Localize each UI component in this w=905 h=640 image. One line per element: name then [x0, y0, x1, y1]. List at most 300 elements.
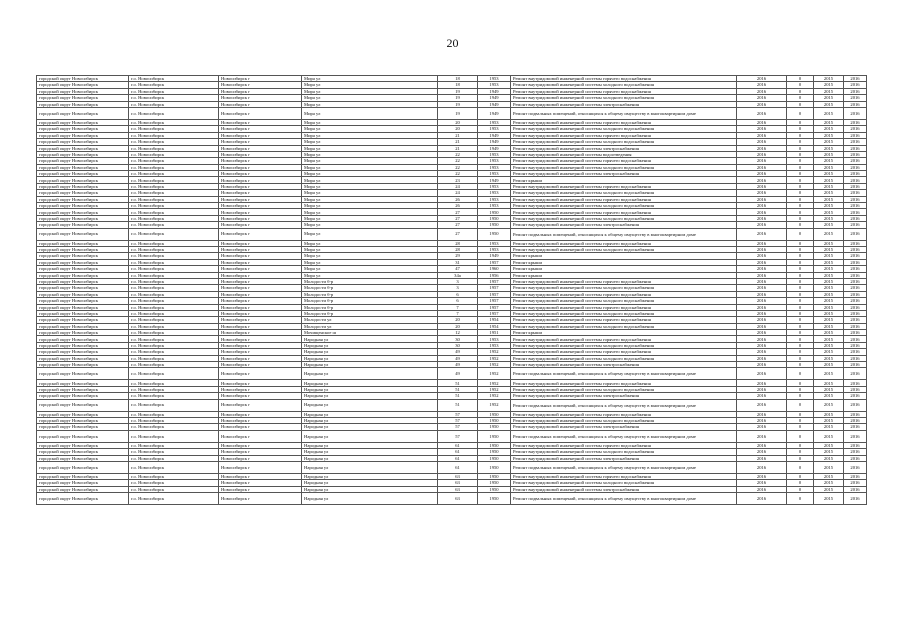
district-cell: г.о. Новосибирск	[129, 126, 219, 132]
plan-year-cell: 2016	[737, 272, 787, 278]
district-cell: г.о. Новосибирск	[129, 171, 219, 177]
house-number-cell: 61	[438, 449, 478, 455]
count-cell: 0	[787, 323, 814, 329]
end-year-cell: 2016	[844, 190, 867, 196]
count-cell: 0	[787, 88, 814, 94]
street-cell: Мира ул	[302, 76, 438, 82]
count-cell: 0	[787, 95, 814, 101]
work-type-cell: Ремонт внутридомовой инженерной системы горячего водоснабжения	[511, 304, 737, 310]
count-cell: 0	[787, 411, 814, 417]
start-year-cell: 2015	[814, 330, 844, 336]
work-type-cell: Ремонт внутридомовой инженерной системы горячего водоснабжения	[511, 336, 737, 342]
work-type-cell: Ремонт внутридомовой инженерной системы холодного водоснабжения	[511, 164, 737, 170]
street-cell: Мира ул	[302, 196, 438, 202]
page-number: 20	[446, 36, 459, 50]
build-year-cell: 1950	[478, 449, 511, 455]
start-year-cell: 2015	[814, 386, 844, 392]
work-type-cell: Ремонт внутридомовой инженерной системы холодного водоснабжения	[511, 82, 737, 88]
end-year-cell: 2016	[844, 171, 867, 177]
start-year-cell: 2015	[814, 493, 844, 505]
work-type-cell: Ремонт подвальных помещений, относящихся к общему имуществу в многоквартирном доме	[511, 461, 737, 473]
plan-year-cell: 2016	[737, 209, 787, 215]
build-year-cell: 1950	[478, 424, 511, 430]
plan-year-cell: 2016	[737, 493, 787, 505]
work-type-cell: Ремонт крыши	[511, 259, 737, 265]
end-year-cell: 2016	[844, 480, 867, 486]
street-cell: Мира ул	[302, 259, 438, 265]
house-number-cell: 19	[438, 95, 478, 101]
street-cell: Народная ул	[302, 393, 438, 399]
table-row	[37, 493, 867, 505]
count-cell: 0	[787, 209, 814, 215]
municipality-cell: городской округ Новосибирск	[37, 132, 129, 138]
end-year-cell: 2016	[844, 209, 867, 215]
street-cell: Мира ул	[302, 101, 438, 107]
district-cell: г.о. Новосибирск	[129, 417, 219, 423]
street-cell: Народная ул	[302, 342, 438, 348]
start-year-cell: 2015	[814, 291, 844, 297]
start-year-cell: 2015	[814, 253, 844, 259]
work-type-cell: Ремонт внутридомовой инженерной системы электроснабжения	[511, 362, 737, 368]
start-year-cell: 2015	[814, 190, 844, 196]
count-cell: 0	[787, 139, 814, 145]
district-cell: г.о. Новосибирск	[129, 386, 219, 392]
end-year-cell: 2016	[844, 486, 867, 492]
plan-year-cell: 2016	[737, 164, 787, 170]
settlement-cell: Новосибирск г	[219, 215, 302, 221]
build-year-cell: 1952	[478, 380, 511, 386]
count-cell: 0	[787, 278, 814, 284]
end-year-cell: 2016	[844, 310, 867, 316]
municipality-cell: городской округ Новосибирск	[37, 266, 129, 272]
municipality-cell: городской округ Новосибирск	[37, 82, 129, 88]
district-cell: г.о. Новосибирск	[129, 76, 219, 82]
street-cell: Мира ул	[302, 266, 438, 272]
street-cell: Молодости ул	[302, 317, 438, 323]
start-year-cell: 2015	[814, 310, 844, 316]
end-year-cell: 2016	[844, 386, 867, 392]
district-cell: г.о. Новосибирск	[129, 101, 219, 107]
work-type-cell: Ремонт внутридомовой инженерной системы холодного водоснабжения	[511, 95, 737, 101]
district-cell: г.о. Новосибирск	[129, 455, 219, 461]
house-number-cell: 57	[438, 411, 478, 417]
start-year-cell: 2015	[814, 449, 844, 455]
end-year-cell: 2016	[844, 95, 867, 101]
end-year-cell: 2016	[844, 399, 867, 411]
settlement-cell: Новосибирск г	[219, 183, 302, 189]
build-year-cell: 1954	[478, 317, 511, 323]
district-cell: г.о. Новосибирск	[129, 95, 219, 101]
house-number-cell: 49	[438, 355, 478, 361]
district-cell: г.о. Новосибирск	[129, 88, 219, 94]
municipality-cell: городской округ Новосибирск	[37, 190, 129, 196]
work-type-cell: Ремонт внутридомовой инженерной системы холодного водоснабжения	[511, 310, 737, 316]
district-cell: г.о. Новосибирск	[129, 310, 219, 316]
settlement-cell: Новосибирск г	[219, 151, 302, 157]
start-year-cell: 2015	[814, 246, 844, 252]
municipality-cell: городской округ Новосибирск	[37, 177, 129, 183]
build-year-cell: 1953	[478, 171, 511, 177]
count-cell: 0	[787, 190, 814, 196]
settlement-cell: Новосибирск г	[219, 177, 302, 183]
plan-year-cell: 2016	[737, 177, 787, 183]
end-year-cell: 2016	[844, 449, 867, 455]
repair-schedule-table	[36, 75, 867, 505]
municipality-cell: городской округ Новосибирск	[37, 461, 129, 473]
plan-year-cell: 2016	[737, 399, 787, 411]
municipality-cell: городской округ Новосибирск	[37, 101, 129, 107]
municipality-cell: городской округ Новосибирск	[37, 362, 129, 368]
end-year-cell: 2016	[844, 291, 867, 297]
count-cell: 0	[787, 285, 814, 291]
table-row	[37, 368, 867, 380]
work-type-cell: Ремонт внутридомовой инженерной системы горячего водоснабжения	[511, 240, 737, 246]
municipality-cell: городской округ Новосибирск	[37, 310, 129, 316]
end-year-cell: 2016	[844, 442, 867, 448]
district-cell: г.о. Новосибирск	[129, 368, 219, 380]
street-cell: Народная ул	[302, 399, 438, 411]
municipality-cell: городской округ Новосибирск	[37, 349, 129, 355]
start-year-cell: 2015	[814, 240, 844, 246]
start-year-cell: 2015	[814, 183, 844, 189]
count-cell: 0	[787, 480, 814, 486]
plan-year-cell: 2016	[737, 82, 787, 88]
work-type-cell: Ремонт внутридомовой инженерной системы холодного водоснабжения	[511, 203, 737, 209]
work-type-cell: Ремонт внутридомовой инженерной системы холодного водоснабжения	[511, 285, 737, 291]
settlement-cell: Новосибирск г	[219, 442, 302, 448]
end-year-cell: 2016	[844, 411, 867, 417]
district-cell: г.о. Новосибирск	[129, 336, 219, 342]
start-year-cell: 2015	[814, 486, 844, 492]
street-cell: Мира ул	[302, 190, 438, 196]
build-year-cell: 1953	[478, 158, 511, 164]
settlement-cell: Новосибирск г	[219, 424, 302, 430]
street-cell: Народная ул	[302, 430, 438, 442]
street-cell: Мира ул	[302, 228, 438, 240]
district-cell: г.о. Новосибирск	[129, 145, 219, 151]
end-year-cell: 2016	[844, 298, 867, 304]
build-year-cell: 1949	[478, 139, 511, 145]
build-year-cell: 1953	[478, 183, 511, 189]
build-year-cell: 1952	[478, 362, 511, 368]
plan-year-cell: 2016	[737, 323, 787, 329]
work-type-cell: Ремонт внутридомовой инженерной системы горячего водоснабжения	[511, 209, 737, 215]
settlement-cell: Новосибирск г	[219, 417, 302, 423]
house-number-cell: 61	[438, 455, 478, 461]
work-type-cell: Ремонт внутридомовой инженерной системы холодного водоснабжения	[511, 449, 737, 455]
count-cell: 0	[787, 449, 814, 455]
start-year-cell: 2015	[814, 380, 844, 386]
district-cell: г.о. Новосибирск	[129, 411, 219, 417]
work-type-cell: Ремонт крыши	[511, 330, 737, 336]
street-cell: Народная ул	[302, 336, 438, 342]
start-year-cell: 2015	[814, 76, 844, 82]
work-type-cell: Ремонт внутридомовой инженерной системы холодного водоснабжения	[511, 342, 737, 348]
street-cell: Молодости б-р	[302, 291, 438, 297]
house-number-cell: 19	[438, 101, 478, 107]
settlement-cell: Новосибирск г	[219, 473, 302, 479]
house-number-cell: 22	[438, 151, 478, 157]
district-cell: г.о. Новосибирск	[129, 323, 219, 329]
count-cell: 0	[787, 215, 814, 221]
count-cell: 0	[787, 119, 814, 125]
end-year-cell: 2016	[844, 82, 867, 88]
build-year-cell: 1949	[478, 88, 511, 94]
end-year-cell: 2016	[844, 76, 867, 82]
municipality-cell: городской округ Новосибирск	[37, 253, 129, 259]
settlement-cell: Новосибирск г	[219, 158, 302, 164]
district-cell: г.о. Новосибирск	[129, 480, 219, 486]
work-type-cell: Ремонт внутридомовой инженерной системы горячего водоснабжения	[511, 442, 737, 448]
count-cell: 0	[787, 272, 814, 278]
build-year-cell: 1960	[478, 266, 511, 272]
start-year-cell: 2015	[814, 298, 844, 304]
start-year-cell: 2015	[814, 461, 844, 473]
count-cell: 0	[787, 493, 814, 505]
build-year-cell: 1952	[478, 349, 511, 355]
start-year-cell: 2015	[814, 171, 844, 177]
build-year-cell: 1950	[478, 480, 511, 486]
street-cell: Молодости б-р	[302, 304, 438, 310]
municipality-cell: городской округ Новосибирск	[37, 330, 129, 336]
count-cell: 0	[787, 132, 814, 138]
house-number-cell: 28	[438, 246, 478, 252]
settlement-cell: Новосибирск г	[219, 253, 302, 259]
street-cell: Мира ул	[302, 107, 438, 119]
municipality-cell: городской округ Новосибирск	[37, 442, 129, 448]
count-cell: 0	[787, 126, 814, 132]
build-year-cell: 1950	[478, 411, 511, 417]
work-type-cell: Ремонт внутридомовой инженерной системы холодного водоснабжения	[511, 215, 737, 221]
district-cell: г.о. Новосибирск	[129, 139, 219, 145]
street-cell: Народная ул	[302, 368, 438, 380]
work-type-cell: Ремонт подвальных помещений, относящихся к общему имуществу в многоквартирном доме	[511, 399, 737, 411]
count-cell: 0	[787, 386, 814, 392]
district-cell: г.о. Новосибирск	[129, 177, 219, 183]
start-year-cell: 2015	[814, 442, 844, 448]
end-year-cell: 2016	[844, 473, 867, 479]
start-year-cell: 2015	[814, 107, 844, 119]
start-year-cell: 2015	[814, 355, 844, 361]
settlement-cell: Новосибирск г	[219, 107, 302, 119]
end-year-cell: 2016	[844, 228, 867, 240]
start-year-cell: 2015	[814, 145, 844, 151]
table-row	[37, 228, 867, 240]
street-cell: Народная ул	[302, 473, 438, 479]
settlement-cell: Новосибирск г	[219, 298, 302, 304]
build-year-cell: 1950	[478, 486, 511, 492]
start-year-cell: 2015	[814, 151, 844, 157]
settlement-cell: Новосибирск г	[219, 399, 302, 411]
count-cell: 0	[787, 424, 814, 430]
end-year-cell: 2016	[844, 355, 867, 361]
work-type-cell: Ремонт подвальных помещений, относящихся к общему имуществу в многоквартирном доме	[511, 493, 737, 505]
settlement-cell: Новосибирск г	[219, 88, 302, 94]
start-year-cell: 2015	[814, 95, 844, 101]
municipality-cell: городской округ Новосибирск	[37, 342, 129, 348]
plan-year-cell: 2016	[737, 107, 787, 119]
count-cell: 0	[787, 317, 814, 323]
work-type-cell: Ремонт крыши	[511, 266, 737, 272]
street-cell: Мира ул	[302, 95, 438, 101]
house-number-cell: 26	[438, 203, 478, 209]
settlement-cell: Новосибирск г	[219, 76, 302, 82]
municipality-cell: городской округ Новосибирск	[37, 473, 129, 479]
street-cell: Мира ул	[302, 222, 438, 228]
count-cell: 0	[787, 330, 814, 336]
street-cell: Мира ул	[302, 88, 438, 94]
end-year-cell: 2016	[844, 368, 867, 380]
start-year-cell: 2015	[814, 158, 844, 164]
count-cell: 0	[787, 362, 814, 368]
house-number-cell: 19	[438, 88, 478, 94]
build-year-cell: 1953	[478, 203, 511, 209]
district-cell: г.о. Новосибирск	[129, 196, 219, 202]
street-cell: Мира ул	[302, 158, 438, 164]
street-cell: Народная ул	[302, 486, 438, 492]
municipality-cell: городской округ Новосибирск	[37, 196, 129, 202]
municipality-cell: городской округ Новосибирск	[37, 317, 129, 323]
house-number-cell: 24	[438, 190, 478, 196]
district-cell: г.о. Новосибирск	[129, 285, 219, 291]
settlement-cell: Новосибирск г	[219, 449, 302, 455]
count-cell: 0	[787, 158, 814, 164]
build-year-cell: 1953	[478, 196, 511, 202]
end-year-cell: 2016	[844, 145, 867, 151]
plan-year-cell: 2016	[737, 259, 787, 265]
district-cell: г.о. Новосибирск	[129, 461, 219, 473]
end-year-cell: 2016	[844, 304, 867, 310]
end-year-cell: 2016	[844, 272, 867, 278]
plan-year-cell: 2016	[737, 145, 787, 151]
work-type-cell: Ремонт внутридомовой инженерной системы горячего водоснабжения	[511, 88, 737, 94]
work-type-cell: Ремонт внутридомовой инженерной системы горячего водоснабжения	[511, 473, 737, 479]
settlement-cell: Новосибирск г	[219, 145, 302, 151]
house-number-cell: 27	[438, 209, 478, 215]
end-year-cell: 2016	[844, 253, 867, 259]
municipality-cell: городской округ Новосибирск	[37, 259, 129, 265]
build-year-cell: 1950	[478, 493, 511, 505]
build-year-cell: 1957	[478, 291, 511, 297]
count-cell: 0	[787, 164, 814, 170]
house-number-cell: 20	[438, 317, 478, 323]
count-cell: 0	[787, 349, 814, 355]
house-number-cell: 22	[438, 158, 478, 164]
house-number-cell: 28	[438, 240, 478, 246]
work-type-cell: Ремонт внутридомовой инженерной системы холодного водоснабжения	[511, 298, 737, 304]
start-year-cell: 2015	[814, 430, 844, 442]
build-year-cell: 1953	[478, 151, 511, 157]
end-year-cell: 2016	[844, 88, 867, 94]
municipality-cell: городской округ Новосибирск	[37, 209, 129, 215]
plan-year-cell: 2016	[737, 222, 787, 228]
count-cell: 0	[787, 368, 814, 380]
build-year-cell: 1953	[478, 126, 511, 132]
district-cell: г.о. Новосибирск	[129, 82, 219, 88]
plan-year-cell: 2016	[737, 190, 787, 196]
plan-year-cell: 2016	[737, 342, 787, 348]
district-cell: г.о. Новосибирск	[129, 158, 219, 164]
count-cell: 0	[787, 82, 814, 88]
house-number-cell: 24	[438, 183, 478, 189]
plan-year-cell: 2016	[737, 126, 787, 132]
house-number-cell: 61	[438, 461, 478, 473]
build-year-cell: 1953	[478, 246, 511, 252]
municipality-cell: городской округ Новосибирск	[37, 493, 129, 505]
municipality-cell: городской округ Новосибирск	[37, 171, 129, 177]
municipality-cell: городской округ Новосибирск	[37, 298, 129, 304]
district-cell: г.о. Новосибирск	[129, 151, 219, 157]
district-cell: г.о. Новосибирск	[129, 304, 219, 310]
plan-year-cell: 2016	[737, 253, 787, 259]
end-year-cell: 2016	[844, 158, 867, 164]
street-cell: Мира ул	[302, 253, 438, 259]
municipality-cell: городской округ Новосибирск	[37, 228, 129, 240]
work-type-cell: Ремонт внутридомовой инженерной системы электроснабжения	[511, 486, 737, 492]
district-cell: г.о. Новосибирск	[129, 330, 219, 336]
work-type-cell: Ремонт крыши	[511, 253, 737, 259]
build-year-cell: 1957	[478, 285, 511, 291]
count-cell: 0	[787, 310, 814, 316]
build-year-cell: 1953	[478, 82, 511, 88]
start-year-cell: 2015	[814, 259, 844, 265]
plan-year-cell: 2016	[737, 101, 787, 107]
build-year-cell: 1954	[478, 323, 511, 329]
build-year-cell: 1952	[478, 386, 511, 392]
count-cell: 0	[787, 473, 814, 479]
build-year-cell: 1953	[478, 240, 511, 246]
work-type-cell: Ремонт внутридомовой инженерной системы холодного водоснабжения	[511, 139, 737, 145]
work-type-cell: Ремонт внутридомовой инженерной системы холодного водоснабжения	[511, 480, 737, 486]
build-year-cell: 1952	[478, 399, 511, 411]
build-year-cell: 1957	[478, 310, 511, 316]
work-type-cell: Ремонт внутридомовой инженерной системы горячего водоснабжения	[511, 119, 737, 125]
municipality-cell: городской округ Новосибирск	[37, 291, 129, 297]
count-cell: 0	[787, 304, 814, 310]
build-year-cell: 1957	[478, 298, 511, 304]
district-cell: г.о. Новосибирск	[129, 424, 219, 430]
end-year-cell: 2016	[844, 151, 867, 157]
plan-year-cell: 2016	[737, 171, 787, 177]
settlement-cell: Новосибирск г	[219, 336, 302, 342]
municipality-cell: городской округ Новосибирск	[37, 272, 129, 278]
end-year-cell: 2016	[844, 101, 867, 107]
street-cell: Народная ул	[302, 455, 438, 461]
count-cell: 0	[787, 298, 814, 304]
count-cell: 0	[787, 291, 814, 297]
plan-year-cell: 2016	[737, 310, 787, 316]
end-year-cell: 2016	[844, 164, 867, 170]
build-year-cell: 1957	[478, 278, 511, 284]
municipality-cell: городской округ Новосибирск	[37, 386, 129, 392]
count-cell: 0	[787, 228, 814, 240]
count-cell: 0	[787, 342, 814, 348]
work-type-cell: Ремонт внутридомовой инженерной системы холодного водоснабжения	[511, 355, 737, 361]
build-year-cell: 1956	[478, 272, 511, 278]
municipality-cell: городской округ Новосибирск	[37, 411, 129, 417]
settlement-cell: Новосибирск г	[219, 164, 302, 170]
municipality-cell: городской округ Новосибирск	[37, 380, 129, 386]
count-cell: 0	[787, 336, 814, 342]
house-number-cell: 57	[438, 424, 478, 430]
district-cell: г.о. Новосибирск	[129, 362, 219, 368]
end-year-cell: 2016	[844, 259, 867, 265]
settlement-cell: Новосибирск г	[219, 82, 302, 88]
build-year-cell: 1950	[478, 455, 511, 461]
plan-year-cell: 2016	[737, 355, 787, 361]
street-cell: Народная ул	[302, 386, 438, 392]
start-year-cell: 2015	[814, 323, 844, 329]
